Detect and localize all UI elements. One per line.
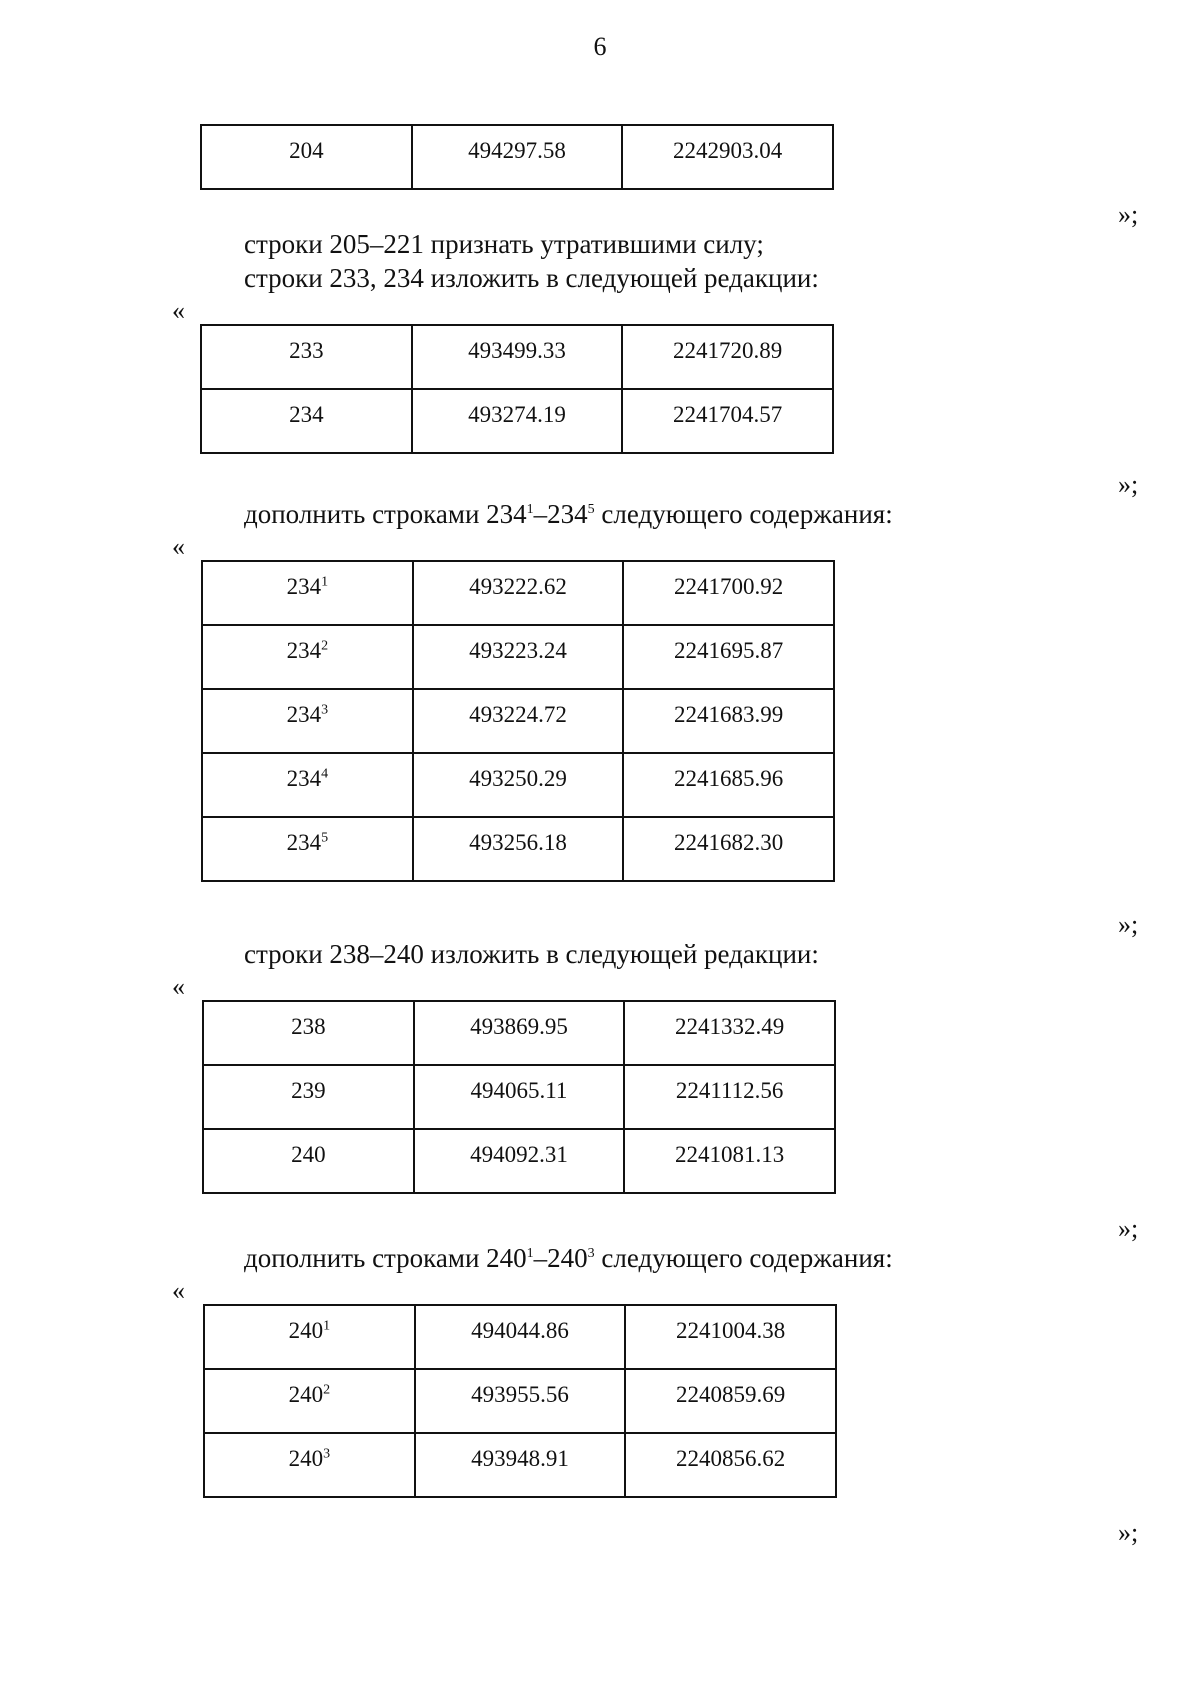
- table-row: [201, 389, 833, 453]
- paragraph-text: –240: [533, 1243, 588, 1273]
- y-coordinate-cell: 2241081.13: [624, 1129, 835, 1193]
- opening-quote: «: [172, 532, 185, 561]
- point-number: 240: [291, 1142, 326, 1167]
- point-number-cell: [203, 1129, 414, 1193]
- point-number-superscript: 2: [321, 638, 329, 654]
- y-coordinate-cell: 2240859.69: [625, 1369, 836, 1433]
- point-number: 238: [291, 1014, 326, 1039]
- y-coordinate-cell: 2241332.49: [624, 1001, 835, 1065]
- y-coordinate-cell: 2241695.87: [623, 625, 834, 689]
- y-coordinate-cell: 2241683.99: [623, 689, 834, 753]
- x-coordinate-cell: 493274.19: [412, 389, 623, 453]
- y-coordinate-cell: 2241004.38: [625, 1305, 836, 1369]
- point-number: 240: [288, 1382, 324, 1407]
- opening-quote: «: [172, 296, 185, 325]
- table-row: [202, 753, 834, 817]
- x-coordinate-cell: 493224.72: [413, 689, 624, 753]
- table-row: [202, 689, 834, 753]
- closing-quote: »;: [1118, 200, 1139, 229]
- superscript: 1: [526, 1246, 534, 1261]
- closing-quote: »;: [1118, 470, 1139, 499]
- table-row: [203, 1001, 835, 1065]
- point-number-superscript: 1: [321, 574, 329, 590]
- opening-quote: «: [172, 972, 185, 1001]
- point-number: 234: [286, 638, 322, 663]
- y-coordinate-cell: 2240856.62: [625, 1433, 836, 1497]
- point-number-cell: [204, 1433, 415, 1497]
- y-coordinate-cell: 2241704.57: [622, 389, 833, 453]
- x-coordinate-cell: 493222.62: [413, 561, 624, 625]
- y-coordinate-cell: 2241682.30: [623, 817, 834, 881]
- x-coordinate-cell: 493256.18: [413, 817, 624, 881]
- x-coordinate-cell: 493948.91: [415, 1433, 626, 1497]
- point-number-superscript: 5: [321, 830, 329, 846]
- paragraph-text: дополнить строками 240: [244, 1243, 527, 1273]
- point-number-superscript: 4: [321, 766, 329, 782]
- opening-quote: «: [172, 1276, 185, 1305]
- point-number: 240: [288, 1318, 324, 1343]
- coordinates-table-234-1-5: [201, 560, 835, 882]
- closing-quote: »;: [1118, 910, 1139, 939]
- point-number-cell: [204, 1369, 415, 1433]
- superscript: 3: [587, 1246, 595, 1261]
- superscript: 5: [587, 502, 595, 517]
- paragraph-amend-rows-233-234: строки 233, 234 изложить в следующей редакции:: [244, 263, 819, 293]
- point-number: 239: [291, 1078, 326, 1103]
- point-number-cell: [201, 389, 412, 453]
- x-coordinate-cell: 493250.29: [413, 753, 624, 817]
- point-number: 233: [289, 338, 324, 363]
- paragraph-add-rows-240: [244, 1240, 893, 1276]
- closing-quote: »;: [1118, 1214, 1139, 1243]
- x-coordinate-cell: 494065.11: [414, 1065, 625, 1129]
- point-number-cell: [201, 125, 412, 189]
- table-row: [202, 561, 834, 625]
- closing-quote: »;: [1118, 1518, 1139, 1547]
- coordinates-table-204: [200, 124, 834, 190]
- y-coordinate-cell: 2241700.92: [623, 561, 834, 625]
- table-row: [201, 125, 833, 189]
- y-coordinate-cell: 2241685.96: [623, 753, 834, 817]
- x-coordinate-cell: 493223.24: [413, 625, 624, 689]
- x-coordinate-cell: 493499.33: [412, 325, 623, 389]
- x-coordinate-cell: 493955.56: [415, 1369, 626, 1433]
- paragraph-text: –234: [533, 499, 588, 529]
- y-coordinate-cell: 2241720.89: [622, 325, 833, 389]
- page-number: 6: [593, 32, 607, 61]
- point-number-cell: [202, 753, 413, 817]
- table-row: [202, 625, 834, 689]
- point-number-cell: [203, 1065, 414, 1129]
- point-number-cell: [204, 1305, 415, 1369]
- table-row: [203, 1129, 835, 1193]
- point-number-superscript: 3: [323, 1446, 331, 1462]
- table-row: [203, 1065, 835, 1129]
- point-number-cell: [202, 817, 413, 881]
- table-row: [204, 1369, 836, 1433]
- point-number-superscript: 1: [323, 1318, 331, 1334]
- paragraph-amend-rows-238-240: строки 238–240 изложить в следующей редакции:: [244, 939, 819, 969]
- point-number: 234: [289, 402, 324, 427]
- point-number: 234: [286, 574, 322, 599]
- paragraph-repeal-rows: строки 205–221 признать утратившими силу;: [244, 229, 764, 259]
- x-coordinate-cell: 494297.58: [412, 125, 623, 189]
- point-number: 204: [289, 138, 324, 163]
- paragraph-add-rows-234: [244, 496, 893, 532]
- point-number-cell: [202, 561, 413, 625]
- table-row: [202, 817, 834, 881]
- x-coordinate-cell: 493869.95: [414, 1001, 625, 1065]
- coordinates-table-233-234: [200, 324, 834, 454]
- point-number: 234: [286, 830, 322, 855]
- y-coordinate-cell: 2242903.04: [622, 125, 833, 189]
- point-number-superscript: 3: [321, 702, 329, 718]
- point-number-cell: [203, 1001, 414, 1065]
- paragraph-text: дополнить строками 234: [244, 499, 527, 529]
- paragraph-text: следующего содержания:: [594, 1243, 893, 1273]
- point-number: 240: [288, 1446, 324, 1471]
- table-row: [201, 325, 833, 389]
- point-number-cell: [202, 689, 413, 753]
- table-row: [204, 1305, 836, 1369]
- y-coordinate-cell: 2241112.56: [624, 1065, 835, 1129]
- paragraph-text: следующего содержания:: [594, 499, 893, 529]
- coordinates-table-240-1-3: [203, 1304, 837, 1498]
- point-number-superscript: 2: [323, 1382, 331, 1398]
- point-number-cell: [201, 325, 412, 389]
- point-number: 234: [286, 702, 322, 727]
- table-row: [204, 1433, 836, 1497]
- superscript: 1: [526, 502, 534, 517]
- point-number: 234: [286, 766, 322, 791]
- x-coordinate-cell: 494092.31: [414, 1129, 625, 1193]
- coordinates-table-238-240: [202, 1000, 836, 1194]
- x-coordinate-cell: 494044.86: [415, 1305, 626, 1369]
- point-number-cell: [202, 625, 413, 689]
